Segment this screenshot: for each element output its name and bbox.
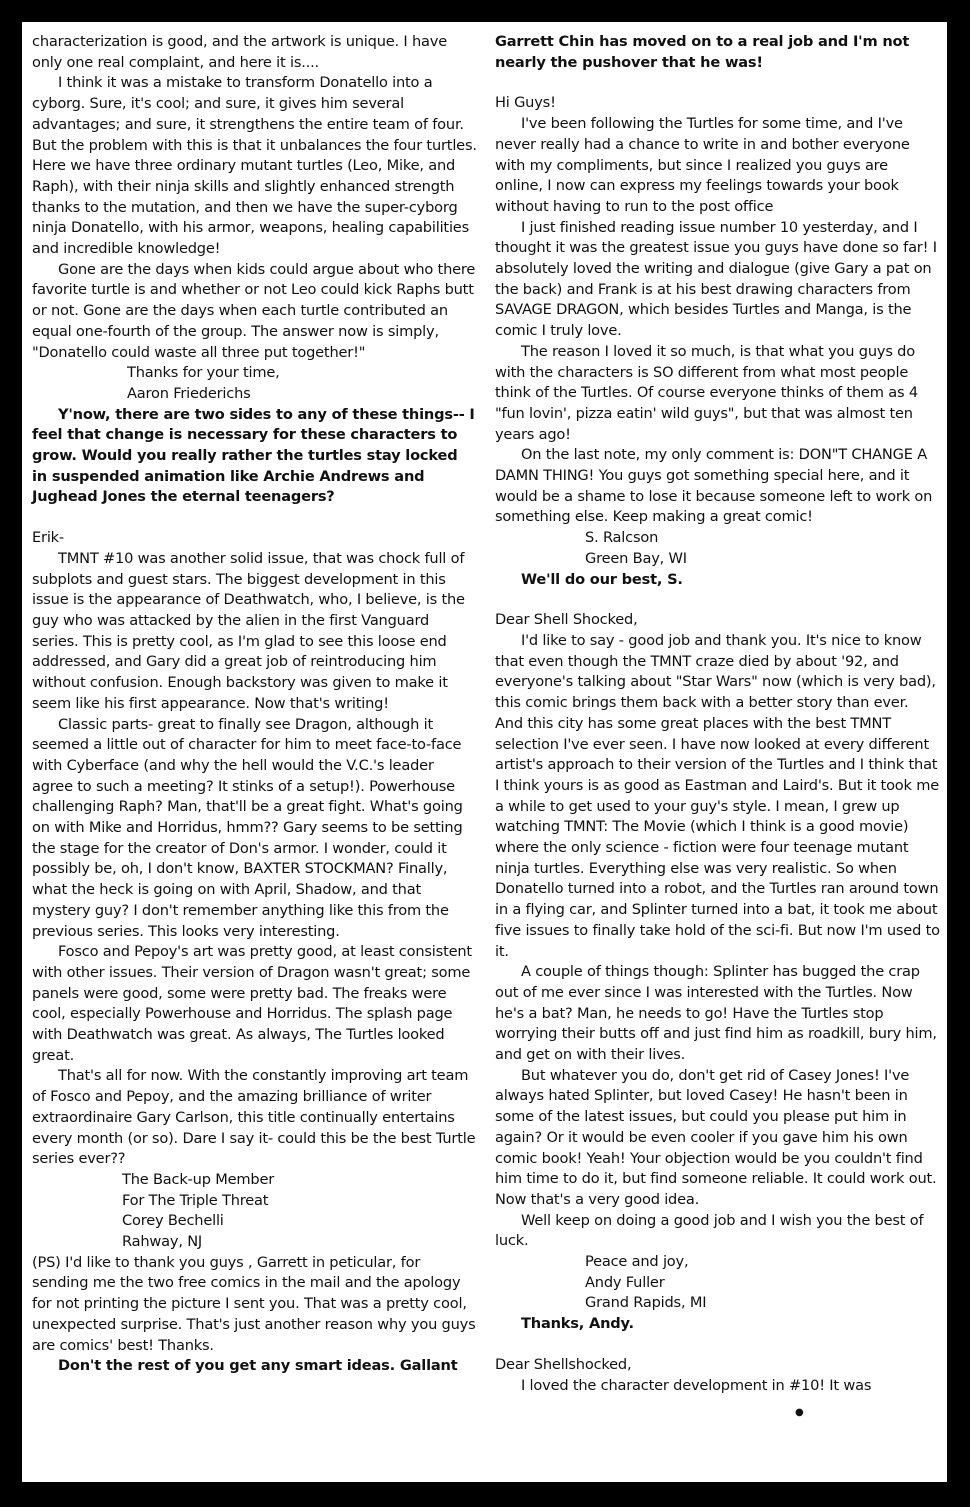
left-column (32, 32, 477, 1377)
letter-signature: Aaron Friederichs (127, 384, 251, 402)
letter-signature: Green Bay, WI (585, 549, 687, 567)
paragraph-gap (495, 1335, 940, 1355)
letter-paragraph: I think it was a mistake to transform Donatello into a cyborg. Sure, it's cool; and sure, it gives him several advantages; and sure, it strengthens the entire team of four. But the problem with this is that it unbalances the four turtles. Here we have three ordinary mutant turtles (Leo, Mike, and Raph), with their ninja skills and slightly enhanced strength thanks to the mutation, and then we have the super-cyborg ninja Donatello, with his armor, weapons, healing capabilities and incredible knowledge! (32, 74, 477, 258)
letter-paragraph: TMNT #10 was another solid issue, that was chock full of subplots and guest stars. The biggest development in this issue is the appearance of Deathwatch, who, I believe, is the guy who was attacked by the alien in the first Vanguard series. This is pretty cool, as I'm glad to see this loose end addressed, and Gary did a great job of reintroducing him without confusion. Enough backstory was given to make it seem like his first appearance. Now that's writing! (32, 549, 465, 712)
letter-signature: Rahway, NJ (122, 1233, 203, 1251)
letter-paragraph: A couple of things though: Splinter has bugged the crap out of me ever since I was interested with the Turtles. Now he's a bat? Man, he needs to go! Have the Turtles stop worrying their butts off and just find him as roadkill, bury him, and get on with their lives. (495, 963, 937, 1064)
letter-signature: Andy Fuller (585, 1273, 665, 1291)
letter-paragraph: That's all for now. With the constantly improving art team of Fosco and Pepoy, and the amazing brilliance of writer extraordinaire Gary Carlson, this title continually entertains every month (or so). Dare I say it- could this be the best Turtle series ever?? (32, 1067, 476, 1168)
letter-signature: The Back-up Member (122, 1170, 275, 1188)
letter-line: characterization is good, and the artwork is unique. I have only one real complaint, and here it is.... (32, 33, 447, 71)
letter-line: Erik- (32, 529, 64, 547)
letter-line: Dear Shellshocked, (495, 1355, 632, 1373)
letter-line: Dear Shell Shocked, (495, 611, 638, 629)
letter-paragraph: Gone are the days when kids could argue about who there favorite turtle is and whether or not Leo could kick Raphs butt or not. Gone are the days when each turtle contributed an equal one-fourth of the group. The answer now is simply, "Donatello could waste all three put together!" (32, 260, 476, 361)
editor-response: Thanks, Andy. (521, 1315, 634, 1333)
letter-paragraph: I just finished reading issue number 10 yesterday, and I thought it was the greatest issue you guys have done so far! I absolutely loved the writing and dialogue (give Gary a pat on the back) and Frank is at his best drawing characters from SAVAGE DRAGON, which besides Turtles and Manga, is the comic I truly love. (495, 218, 937, 340)
editor-response: Y'now, there are two sides to any of these things-- I feel that change is necessary for these characters to grow. Would you really rather the turtles stay locked in suspended animation like Archie Andrews and Jughead Jones the eternal teenagers? (32, 405, 475, 506)
editor-response: Don't the rest of you get any smart ideas. Gallant (58, 1357, 458, 1375)
letter-line: (PS) I'd like to thank you guys , Garrett in peticular, for sending me the two free comics in the mail and the apology for not printing the picture I sent you. That was a pretty cool, unexpected surprise. That's just another reason why you guys are comics' best! Thanks. (32, 1253, 476, 1354)
letter-signature: Peace and joy, (585, 1253, 689, 1271)
letter-paragraph: I loved the character development in #10! It was (521, 1376, 872, 1394)
letter-line: Hi Guys! (495, 94, 556, 112)
letter-paragraph: The reason I loved it so much, is that what you guys do with the characters is SO different from what most people think of the Turtles. Of course everyone thinks of them as 4 "fun lovin', pizza eatin' wild guys", but that was almost ten years ago! (495, 342, 918, 443)
paragraph-gap (495, 590, 940, 610)
letter-paragraph: But whatever you do, don't get rid of Casey Jones! I've always hated Splinter, but loved Casey! He hasn't been in some of the latest issues, but could you please put him in again? Or it would be even cooler if you gave him his own comic book! Yeah! Your objection would be you couldn't find him time to do it, but find someone reliable. It could work out. Now that's a very good idea. (495, 1066, 937, 1208)
editor-response: Garrett Chin has moved on to a real job and I'm not nearly the pushover that he was! (495, 33, 910, 71)
letter-paragraph: Classic parts- great to finally see Dragon, although it seemed a little out of character for him to meet face-to-face with Cyberface (and why the hell would the V.C.'s leader agree to such a meeting? It stinks of a setup!). Powerhouse challenging Raph? Man, that'll be a great fight. What's going on with Mike and Horridus, hmm?? Gary seems to be setting the stage for the creator of Don's armor. I wonder, could it possibly be, oh, I don't know, BAXTER STOCKMAN? Finally, what the heck is going on with April, Shadow, and that mystery guy? I don't remember anything like this from the previous series. This looks very interesting. (32, 715, 463, 940)
letter-signature: Corey Bechelli (122, 1212, 224, 1230)
letter-paragraph: Well keep on doing a good job and I wish you the best of luck. (495, 1211, 924, 1250)
right-column (495, 32, 940, 1396)
editor-response: We'll do our best, S. (521, 570, 683, 588)
letter-signature: Grand Rapids, MI (585, 1294, 707, 1312)
letter-paragraph: I've been following the Turtles for some time, and I've never really had a chance to write in and bother everyone with my compliments, but since I realized you guys are online, I now can express my feelings towards your book without having to run to the post office (495, 115, 910, 215)
letter-paragraph: I'd like to say - good job and thank you. It's nice to know that even though the TMNT craze died by about '92, and everyone's talking about "Star Wars" now (which is very bad), this comic brings them back with a better story than ever. And this city has some great places with the best TMNT selection I've ever seen. I have now looked at every different artist's approach to their version of the Turtles and I think that I think yours is as good as Eastman and Laird's. But it took me a while to get used to your guy's style. I mean, I grew up watching TMNT: The Movie (which I think is a good movie) where the only science - fiction were four teenage mutant ninja turtles. Everything else was very realistic. So when Donatello turned into a robot, and the Turtles ran around town in a flying car, and Splinter turned into a bat, it took me about five issues to finally take hold of the sci-fi. But now I'm used to it. (495, 631, 940, 960)
letter-signature: For The Triple Threat (122, 1191, 269, 1209)
paragraph-gap (495, 73, 940, 93)
paragraph-gap (32, 508, 477, 528)
letter-signature: S. Ralcson (585, 529, 659, 547)
ink-speck: ● (795, 1407, 804, 1418)
letter-signature: Thanks for your time, (127, 364, 280, 382)
letter-paragraph: On the last note, my only comment is: DON"T CHANGE A DAMN THING! You guys got something special here, and it would be a shame to lose it because someone left to work on something else. Keep making a great comic! (495, 446, 933, 526)
letters-page (22, 22, 947, 1482)
letter-paragraph: Fosco and Pepoy's art was pretty good, at least consistent with other issues. Their version of Dragon wasn't great; some panels were good, some were pretty bad. The freaks were cool, especially Powerhouse and Horridus. The splash page with Deathwatch was great. As always, The Turtles looked great. (32, 943, 472, 1064)
